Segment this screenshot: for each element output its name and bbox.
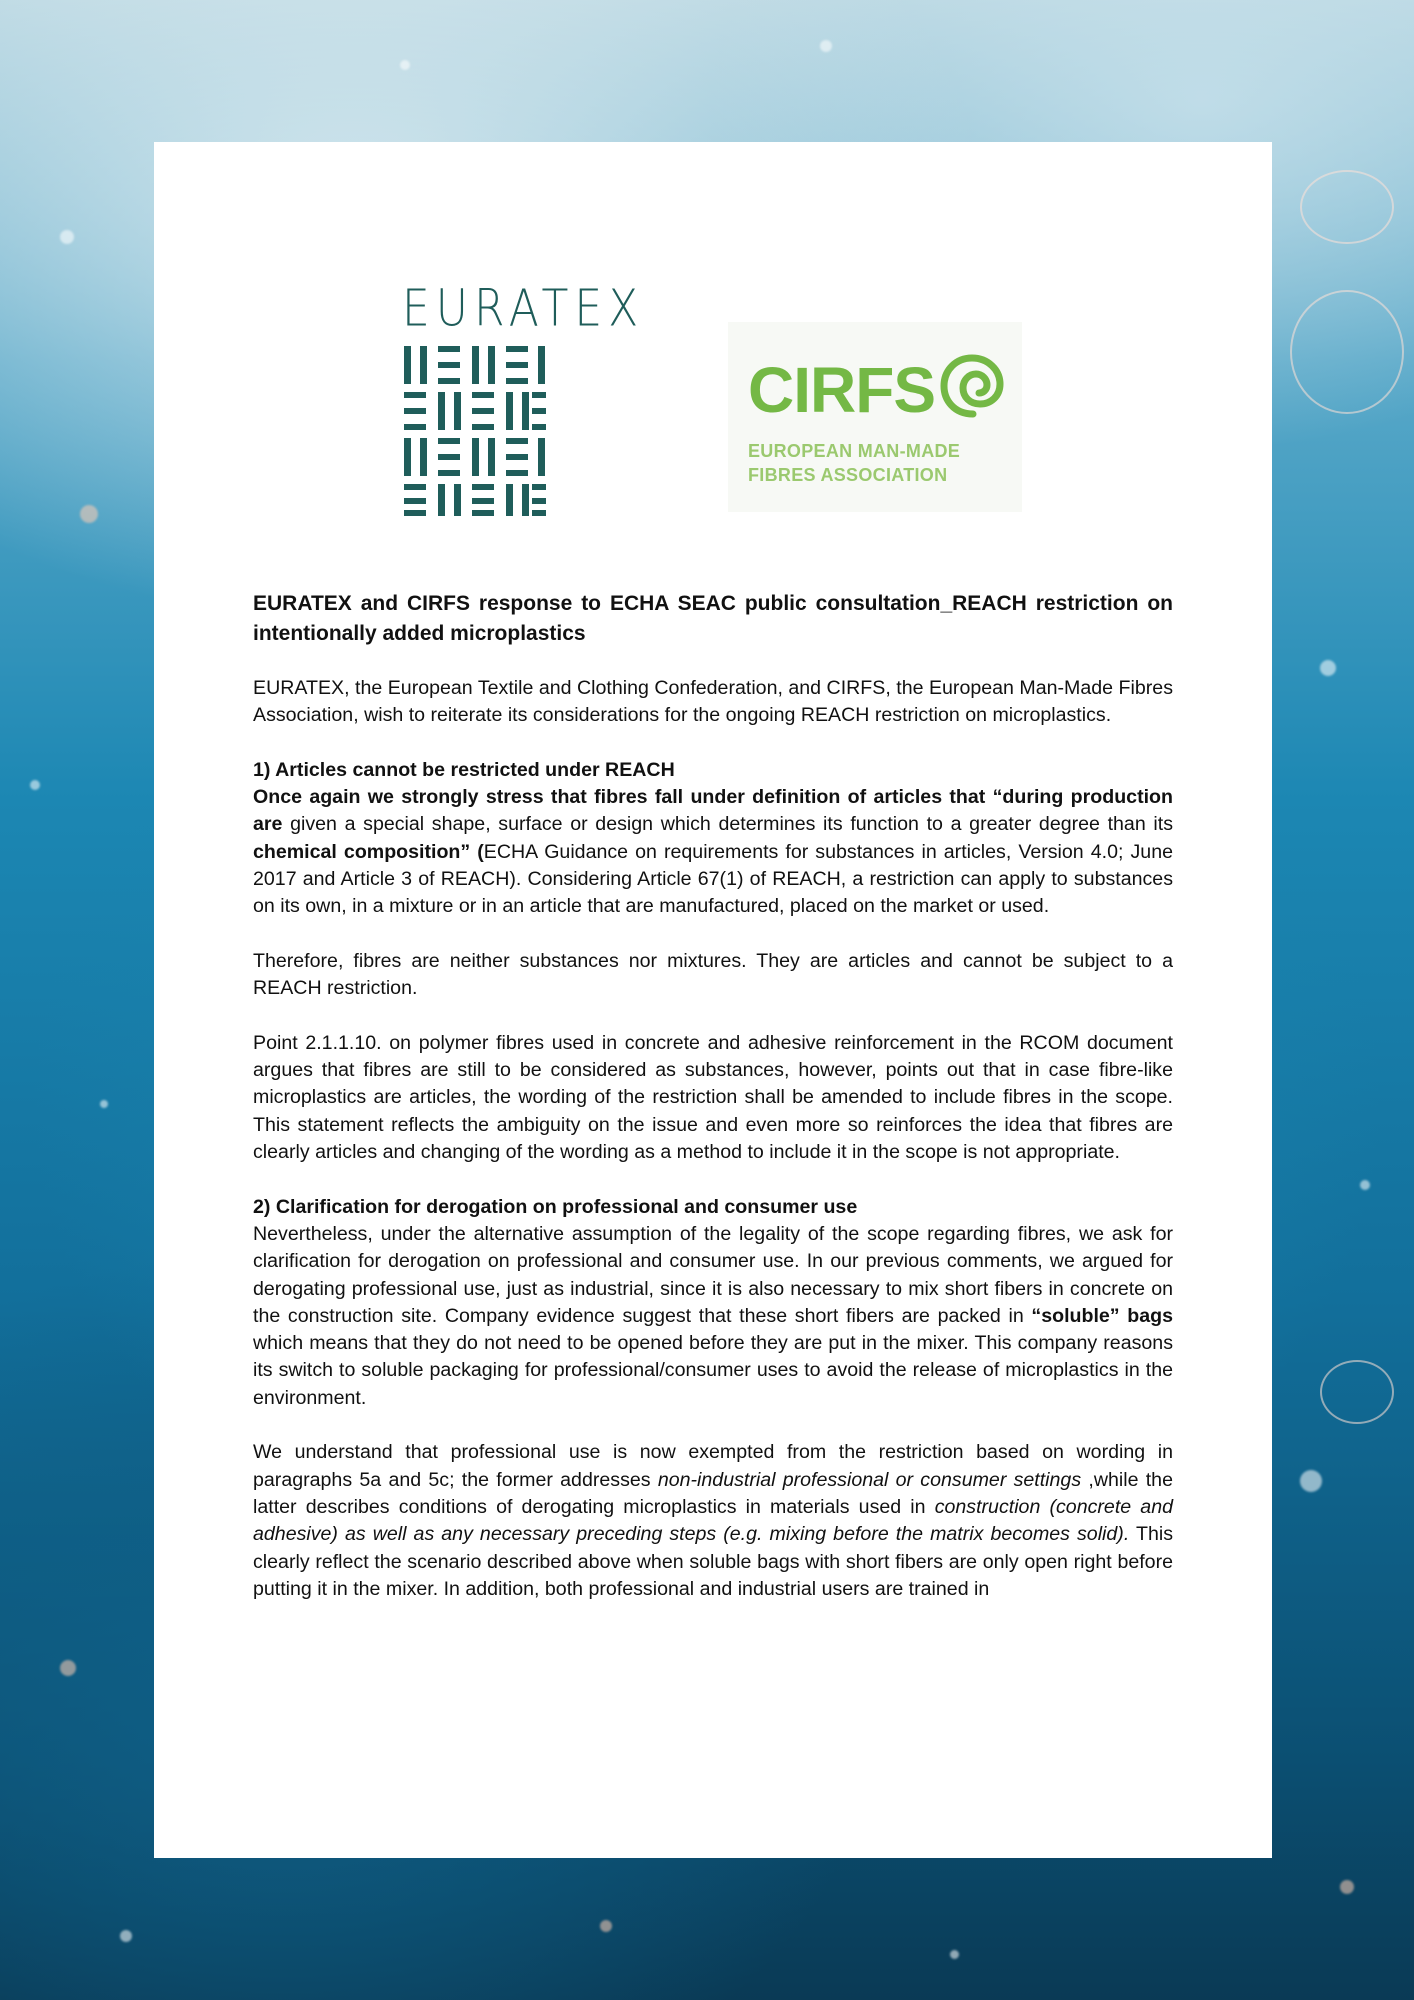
cirfs-logo: [728, 322, 1022, 512]
euratex-logo: [402, 279, 645, 521]
cirfs-swirl-icon: [938, 352, 1008, 422]
section-2-p2-text-a: We understand that professional use is now exempted from the restriction based on wording in paragraphs 5a and 5c; the former addresses: [253, 1441, 1173, 1491]
euratex-logo-text: EURATEX: [402, 279, 645, 339]
logo-header: [154, 142, 1272, 562]
intro-paragraph: EURATEX, the European Textile and Clothing Confederation, and CIRFS, the European Man-Made Fibres Association, wish to reiterate its considerations for the ongoing REACH restriction on microplastics.: [253, 677, 1173, 727]
section-1-paragraph-2: Therefore, fibres are neither substances nor mixtures. They are articles and cannot be subject to a REACH restriction.: [253, 949, 1173, 1000]
section-2-p2-italic-2: construction (concrete and adhesive) as well as any necessary preceding steps (e.g. mixing before the matrix becomes solid).: [253, 1495, 1173, 1546]
cirfs-subtitle-line-1: EUROPEAN MAN-MADE: [748, 441, 961, 461]
cirfs-subtitle-line-2: FIBRES ASSOCIATION: [748, 465, 948, 485]
section-2-heading: 2) Clarification for derogation on professional and consumer use: [253, 1195, 858, 1218]
section-2-text-a: Nevertheless, under the alternative assumption of the legality of the scope regarding fibres, we ask for clarification for derogation on professional and consumer use. In our previous comments, we argued for derogating professional use, just as industrial, since it is also necessary to mix short fibers in concrete on the construction site. Company evidence suggest that these short fibers are packed in: [253, 1222, 1173, 1327]
section-2-text-b: which means that they do not need to be opened before they are put in the mixer. This company reasons its switch to soluble packaging for professional/consumer uses to avoid the release of microplastics in the environment.: [253, 1332, 1173, 1409]
section-1-emphasis-2: chemical composition” (: [253, 840, 484, 863]
section-2-p2-text-c: This clearly reflect the scenario described above when soluble bags with short fibers are only open right before putting it in the mixer. In addition, both professional and industrial users are trained in: [253, 1523, 1173, 1600]
euratex-weave-icon: [402, 346, 552, 516]
document-page: [154, 142, 1272, 1858]
document-body: [253, 589, 1173, 1630]
section-2-p2-text-b: ,while the latter describes conditions of derogating microplastics in materials used in: [253, 1468, 1173, 1518]
section-2-p2-italic-1: non-industrial professional or consumer settings: [657, 1468, 1082, 1491]
section-2-paragraph-2: [253, 1439, 1173, 1603]
section-1-emphasis: Once again we strongly stress that fibres fall under definition of articles that “during production are: [253, 786, 1173, 836]
cirfs-logo-text: CIRFS: [748, 354, 935, 426]
section-2-emphasis: “soluble” bags: [1031, 1304, 1173, 1327]
section-1-text-b: ECHA Guidance on requirements for substances in articles, Version 4.0; June 2017 and Article 3 of REACH). Considering Article 67(1) of REACH, a restriction can apply to substances on its own, in a mixture or in an article that are manufactured, placed on the market or used.: [253, 840, 1173, 918]
section-1-heading: 1) Articles cannot be restricted under REACH: [253, 758, 675, 781]
document-title: EURATEX and CIRFS response to ECHA SEAC public consultation_REACH restriction on intentionally added microplastics: [253, 592, 1173, 645]
section-2-paragraph-1: [253, 1194, 1173, 1412]
section-1-paragraph-3: Point 2.1.1.10. on polymer fibres used in concrete and adhesive reinforcement in the RCOM document argues that fibres are still to be considered as substances, however, points out that in case fibre-like microplastics are articles, the wording of the restriction shall be amended to include fibres in the scope. This statement reflects the ambiguity on the issue and even more so reinforces the idea that fibres are clearly articles and changing of the wording as a method to include it in the scope is not appropriate.: [253, 1031, 1173, 1164]
section-1-paragraph-1: [253, 757, 1173, 921]
section-1-text-a: given a special shape, surface or design which determines its function to a greater degree than its: [282, 813, 1173, 836]
